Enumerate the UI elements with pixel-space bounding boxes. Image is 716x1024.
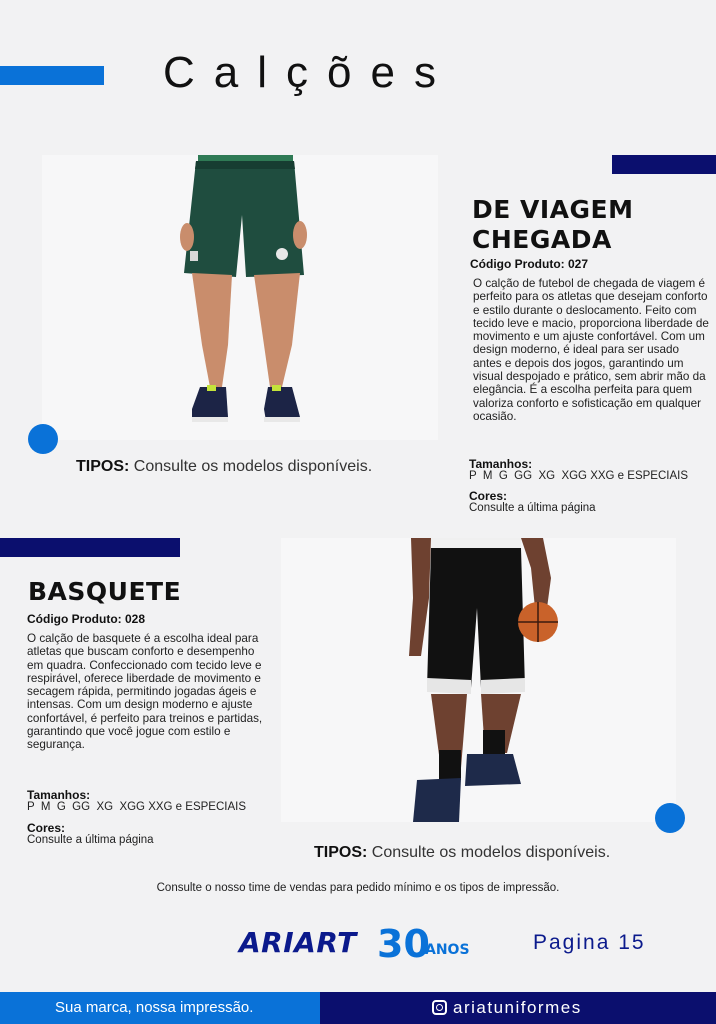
colors-label-basquete: Cores: (27, 821, 66, 835)
logo-anos: ANOS (425, 942, 470, 958)
blue-dot-decoration-2 (655, 803, 685, 833)
product-name-basquete: BASQUETE (28, 577, 182, 606)
tipos-note-viagem (76, 458, 372, 476)
accent-bar-navy-left (0, 538, 180, 557)
sizes-label-viagem: Tamanhos: (469, 457, 533, 471)
sales-note: Consulte o nosso time de vendas para pedido mínimo e os tipos de impressão. (156, 882, 560, 894)
instagram-handle[interactable]: ariatuniformes (453, 998, 582, 1017)
blue-dot-decoration (28, 424, 58, 454)
tipos-note-basquete (314, 844, 610, 862)
ariart-logo (239, 922, 489, 970)
page-title: Calções (163, 48, 455, 97)
logo-number: 30 (377, 922, 430, 966)
instagram-icon (432, 1000, 447, 1015)
product-image-viagem (42, 155, 438, 440)
product-name-viagem-line2: CHEGADA (472, 225, 612, 254)
accent-bar-navy-right (612, 155, 716, 174)
colors-label-viagem: Cores: (469, 489, 508, 503)
page-number: Pagina 15 (533, 931, 646, 954)
sizes-label-basquete: Tamanhos: (27, 788, 91, 802)
logo-word: ARIART (239, 926, 357, 959)
colors-viagem: Consulte a última página (469, 502, 596, 514)
colors-basquete: Consulte a última página (27, 834, 154, 846)
product-description-basquete: O calção de basquete é a escolha ideal para atletas que buscam conforto e desempenho em quadra. Confeccionado com tecido leve e respirável, oferece liberdade de movimento e secagem rápida, permitindo jogadas ágeis e intensas. Com um design moderno e ajuste confortável, é perfeito para treinos e partidas, garantindo que você jogue com estilo e segurança. (27, 632, 263, 752)
tipos-label: TIPOS: (76, 458, 130, 475)
product-code-basquete: Código Produto: 028 (27, 612, 145, 626)
tipos-text: Consulte os modelos disponíveis. (133, 458, 373, 475)
tipos-label-2: TIPOS: (314, 844, 368, 861)
tipos-text-2: Consulte os modelos disponíveis. (371, 844, 611, 861)
sizes-basquete: P M G GG XG XGG XXG e ESPECIAIS (27, 801, 246, 813)
instagram-bar (320, 992, 716, 1024)
product-code-viagem: Código Produto: 027 (470, 257, 588, 271)
product-description-viagem: O calção de futebol de chegada de viagem é perfeito para os atletas que desejam conforto e estilo durante o deslocamento. Feito com tecido leve e macio, proporciona liberdade de movimento e um ajuste confortável. Com um design moderno, é ideal para ser usado antes e depois dos jogos, garantindo um visual despojado e prático, sem abrir mão da elegância. É a escolha perfeita para quem valoriza conforto e sofisticação em qualquer ocasião. (473, 277, 709, 423)
product-name-viagem-line1: DE VIAGEM (472, 195, 634, 224)
product-image-basquete (281, 538, 676, 822)
slogan-bar: Sua marca, nossa impressão. (0, 992, 320, 1024)
sizes-viagem: P M G GG XG XGG XXG e ESPECIAIS (469, 470, 688, 482)
